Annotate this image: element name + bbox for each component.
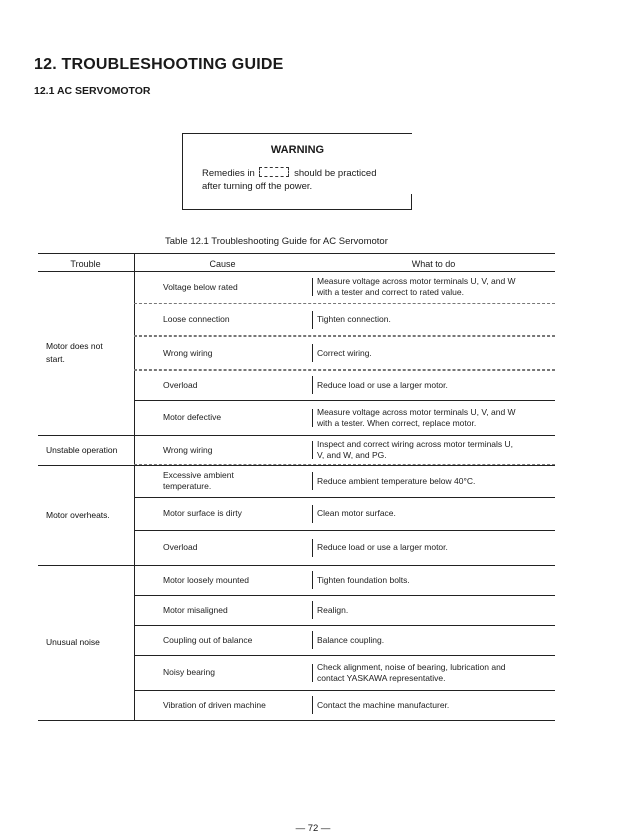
remedy-bar bbox=[312, 631, 313, 649]
cause-cell bbox=[163, 470, 308, 492]
remedy-text: Tighten connection. bbox=[317, 314, 391, 324]
remedy-bar bbox=[312, 539, 313, 557]
trouble-label bbox=[46, 509, 132, 522]
remedy-text: Reduce load or use a larger motor. bbox=[317, 542, 448, 552]
table-top-rule bbox=[38, 253, 555, 254]
remedy-cell bbox=[317, 700, 555, 711]
warning-title: WARNING bbox=[270, 144, 325, 156]
cause-text: Overload bbox=[163, 379, 198, 390]
cause-cell bbox=[163, 445, 308, 456]
remedy-text: Reduce ambient temperature below 40°C. bbox=[317, 475, 476, 486]
cause-text: Vibration of driven machine bbox=[163, 699, 266, 710]
row-rule bbox=[134, 530, 555, 531]
cause-cell bbox=[163, 508, 308, 519]
cause-text: Overload bbox=[163, 542, 198, 552]
group-rule bbox=[38, 465, 555, 466]
header-cause: Cause bbox=[209, 259, 236, 269]
remedy-text: Balance coupling. bbox=[317, 634, 385, 645]
cause-text: Excessive ambient bbox=[163, 470, 234, 480]
warning-line-1-start: Remedies in bbox=[202, 168, 255, 179]
trouble-label-line: Unusual noise bbox=[46, 637, 100, 647]
remedy-cell bbox=[317, 439, 555, 461]
remedy-text: V, and W, and PG. bbox=[317, 450, 387, 460]
remedy-cell bbox=[317, 276, 555, 298]
remedy-text: Tighten foundation bolts. bbox=[317, 574, 410, 585]
remedy-cell bbox=[317, 314, 555, 325]
row-rule-dashed bbox=[134, 303, 555, 304]
cause-text: Wrong wiring bbox=[163, 444, 213, 455]
row-rule-dashed bbox=[134, 336, 555, 337]
trouble-label bbox=[46, 444, 132, 457]
group-rule bbox=[38, 435, 555, 436]
trouble-label-line: Motor overheats. bbox=[46, 509, 110, 520]
warning-line-1-end: should be practiced bbox=[294, 168, 377, 179]
dashed-box-marker-icon bbox=[259, 167, 289, 177]
remedy-bar bbox=[312, 409, 313, 427]
remedy-text: contact YASKAWA representative. bbox=[317, 672, 446, 683]
remedy-bar bbox=[312, 601, 313, 619]
remedy-text: Reduce load or use a larger motor. bbox=[317, 379, 448, 390]
row-rule bbox=[134, 690, 555, 691]
row-rule bbox=[134, 655, 555, 656]
remedy-cell bbox=[317, 575, 555, 586]
section-subtitle: 12.1 AC SERVOMOTOR bbox=[34, 85, 151, 97]
trouble-label bbox=[46, 340, 132, 366]
remedy-bar bbox=[312, 571, 313, 589]
cause-text: Noisy bearing bbox=[163, 667, 215, 677]
cause-text: Loose connection bbox=[163, 314, 230, 324]
remedy-cell bbox=[317, 380, 555, 391]
row-rule-dashed bbox=[134, 370, 555, 371]
row-rule bbox=[134, 595, 555, 596]
remedy-bar bbox=[312, 696, 313, 714]
trouble-label-line: start. bbox=[46, 354, 65, 364]
remedy-cell bbox=[317, 635, 555, 646]
page-number: — 72 — bbox=[295, 823, 331, 834]
remedy-text: Contact the machine manufacturer. bbox=[317, 699, 450, 710]
cause-cell bbox=[163, 412, 308, 423]
row-rule bbox=[134, 400, 555, 401]
remedy-cell bbox=[317, 605, 555, 616]
trouble-label-line: Motor does not bbox=[46, 341, 103, 351]
remedy-bar bbox=[312, 278, 313, 296]
trouble-label-line: Unstable operation bbox=[46, 444, 118, 455]
remedy-bar bbox=[312, 344, 313, 362]
remedy-bar bbox=[312, 505, 313, 523]
remedy-text: Check alignment, noise of bearing, lubrication and bbox=[317, 661, 506, 672]
remedy-bar bbox=[312, 441, 313, 459]
row-rule-dashed bbox=[134, 464, 555, 465]
cause-cell bbox=[163, 380, 308, 391]
remedy-text: Clean motor surface. bbox=[317, 508, 396, 518]
remedy-text: Measure voltage across motor terminals U, V, and W bbox=[317, 406, 516, 417]
cause-cell bbox=[163, 348, 308, 359]
cause-cell bbox=[163, 700, 308, 711]
trouble-label bbox=[46, 636, 132, 649]
cause-cell bbox=[163, 667, 308, 678]
group-rule bbox=[38, 565, 555, 566]
cause-cell bbox=[163, 635, 308, 646]
header-what-to-do: What to do bbox=[411, 259, 456, 269]
remedy-bar bbox=[312, 311, 313, 329]
remedy-text: with a tester and correct to rated value. bbox=[317, 287, 464, 297]
remedy-cell bbox=[317, 476, 555, 487]
cause-text: Motor loosely mounted bbox=[163, 574, 249, 585]
remedy-bar bbox=[312, 664, 313, 682]
cause-text: temperature. bbox=[163, 481, 212, 491]
remedy-bar bbox=[312, 472, 313, 490]
cause-cell bbox=[163, 282, 308, 293]
remedy-cell bbox=[317, 662, 555, 684]
remedy-cell bbox=[317, 407, 555, 429]
cause-text: Coupling out of balance bbox=[163, 634, 253, 645]
cause-text: Motor misaligned bbox=[163, 604, 228, 615]
cause-text: Motor surface is dirty bbox=[163, 508, 242, 518]
remedy-cell bbox=[317, 542, 555, 553]
header-bottom-rule bbox=[38, 271, 555, 272]
cause-text: Wrong wiring bbox=[163, 347, 213, 358]
row-rule bbox=[134, 497, 555, 498]
cause-text: Voltage below rated bbox=[163, 281, 238, 292]
cause-text: Motor defective bbox=[163, 412, 222, 422]
warning-line-1 bbox=[202, 167, 376, 179]
remedy-cell bbox=[317, 508, 555, 519]
remedy-bar bbox=[312, 376, 313, 394]
warning-line-2: after turning off the power. bbox=[202, 181, 313, 192]
table-caption: Table 12.1 Troubleshooting Guide for AC Servomotor bbox=[165, 236, 388, 247]
cause-cell bbox=[163, 314, 308, 325]
cause-cell bbox=[163, 542, 308, 553]
page-title: 12. TROUBLESHOOTING GUIDE bbox=[34, 56, 284, 73]
remedy-text: Inspect and correct wiring across motor terminals U, bbox=[317, 439, 514, 449]
remedy-text: Correct wiring. bbox=[317, 347, 372, 358]
header-trouble: Trouble bbox=[70, 259, 101, 269]
group-rule bbox=[38, 720, 555, 721]
remedy-text: Measure voltage across motor terminals U, V, and W bbox=[317, 276, 516, 286]
remedy-text: Realign. bbox=[317, 604, 349, 615]
warning-box bbox=[182, 133, 412, 210]
cause-cell bbox=[163, 605, 308, 616]
remedy-text: with a tester. When correct, replace motor. bbox=[317, 417, 477, 428]
remedy-cell bbox=[317, 348, 555, 359]
cause-cell bbox=[163, 575, 308, 586]
column-divider bbox=[134, 253, 135, 720]
row-rule bbox=[134, 625, 555, 626]
